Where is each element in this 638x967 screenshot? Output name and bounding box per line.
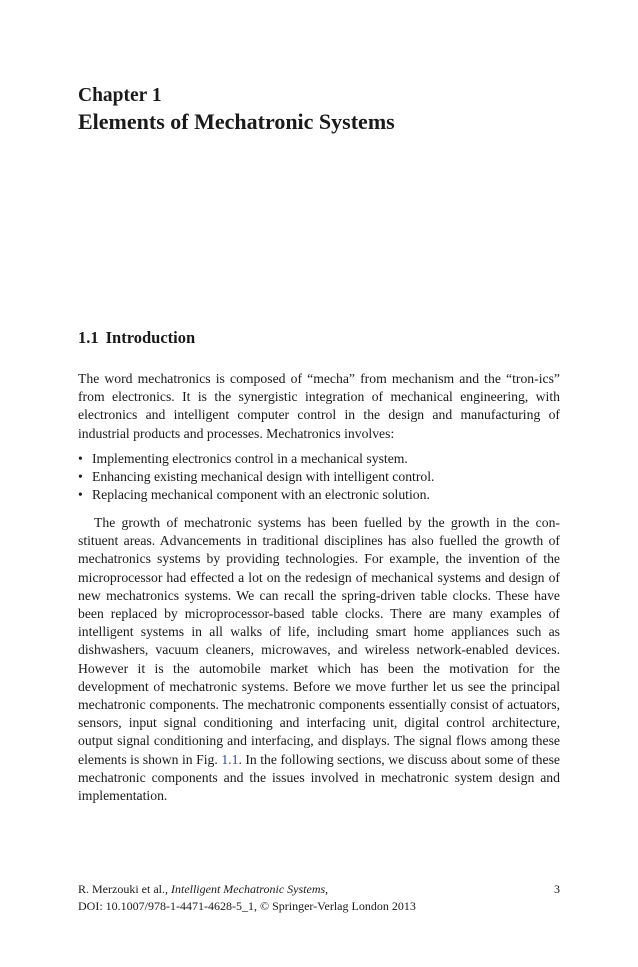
page-number: 3: [554, 882, 560, 896]
involves-list: [78, 450, 560, 505]
bullet-icon: •: [78, 451, 83, 466]
chapter-label: Chapter 1: [78, 85, 162, 106]
list-item: • Replacing mechanical component with an electronic solution.: [78, 486, 560, 504]
doi-line: DOI: 10.1007/978-1-4471-4628-5_1, © Springer-Verlag London 2013: [78, 899, 416, 913]
list-item: • Enhancing existing mechanical design with intelligent control.: [78, 468, 560, 486]
section-heading: [78, 327, 195, 349]
bullet-icon: •: [78, 469, 83, 485]
section-title: Introduction: [105, 328, 196, 347]
list-item: • Implementing electronics control in a mechanical system.: [78, 450, 560, 468]
figure-reference-link[interactable]: 1.1: [221, 751, 239, 767]
section-number: 1.1: [78, 328, 99, 347]
page-footer: [78, 881, 560, 915]
bullet-icon: •: [78, 487, 83, 503]
book-title: Intelligent Mechatronic Systems: [170, 882, 326, 896]
intro-paragraph: The word mechatronics is composed of “mecha” from mechanism and the “tron-ics” from electronics. It is the synergistic integration of mechanical engineering, with electronics and intelligent computer control in the design and manufacturing of industrial products and processes. Mechatronics involves:: [78, 371, 560, 441]
citation-line: R. Merzouki et al., Intelligent Mechatronic Systems,: [78, 882, 329, 896]
growth-paragraph: The growth of mechatronic systems has been fuelled by the growth in the con-stituent areas. Advancements in traditional disciplines has also fuelled the growth of mechatronics systems by providing technologies. For example, the invention of the microprocessor had effected a lot on the redesign of mechanical systems and design of new mechatronics systems. We can recall the spring-driven table clocks. These have been replaced by microprocessor-based table clocks. There are many examples of intelligent systems in all walks of life, including smart home appliances such as dishwashers, vacuum cleaners, microwaves, and wireless network-enabled devices. However it is the automobile market which has been the motivation for the development of mechatronic systems. Before we move further let us see the principal mechatronic components. The mechatronic components essentially consist of actuators, sensors, input signal conditioning and interfacing unit, digital control architecture, output signal conditioning and interfacing, and displays. The signal flows among these elements is shown in Fig. 1.1. In the following sections, we discuss about some of these mechatronic components and the issues involved in mechatronic system design and implementation.: [78, 515, 560, 804]
chapter-title: Elements of Mechatronic Systems: [78, 109, 395, 134]
